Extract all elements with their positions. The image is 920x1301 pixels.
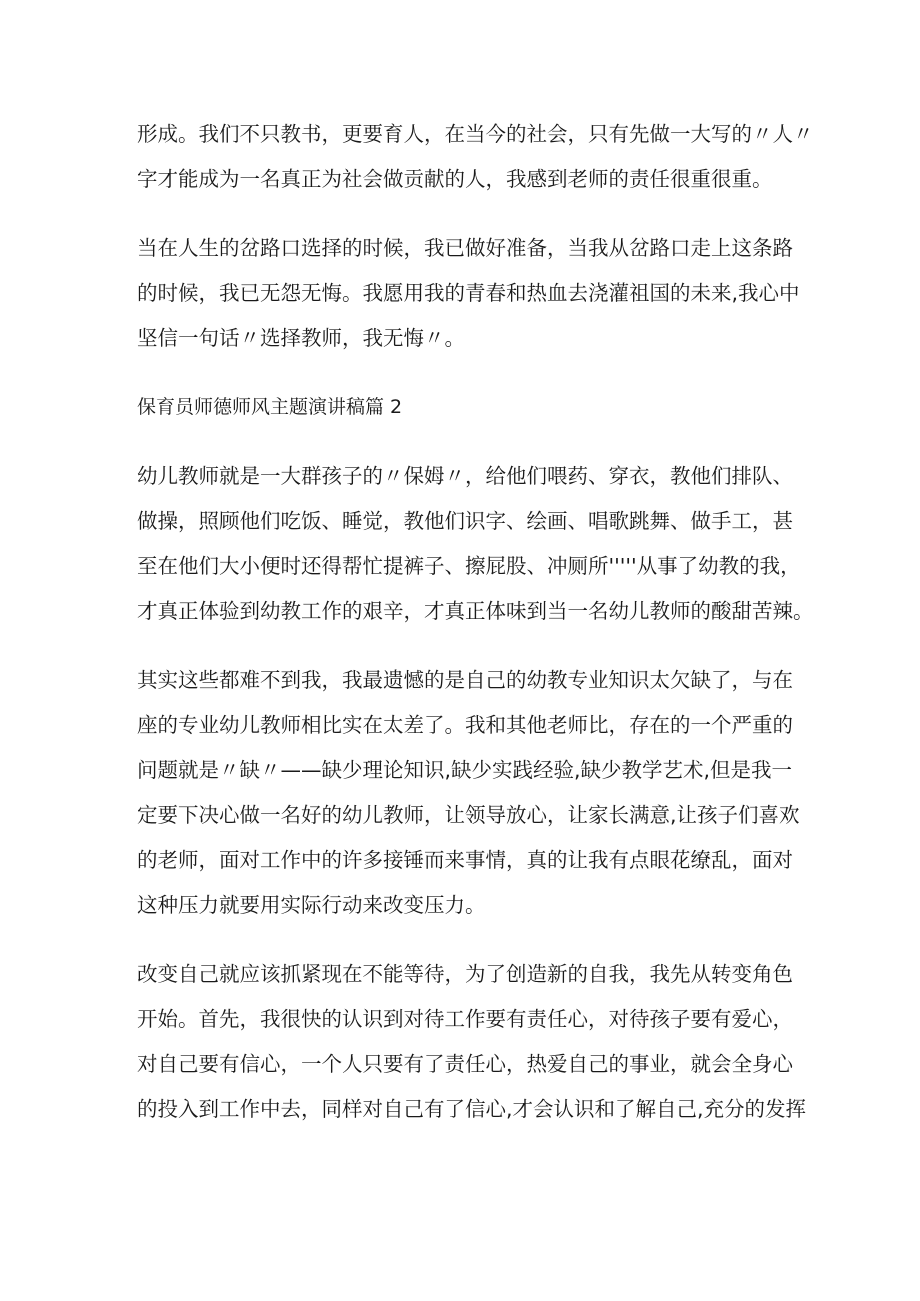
paragraph-5	[137, 952, 807, 1132]
text-line: 当在人生的岔路口选择的时候，我已做好准备，当我从岔路口走上这条路	[137, 236, 793, 260]
paragraph-4	[137, 658, 807, 928]
text-line: 这种压力就要用实际行动来改变压力。	[137, 893, 486, 917]
text-line: 对自己要有信心，一个人只要有了责任心，热爱自己的事业，就会全身心	[137, 1052, 793, 1076]
text-line: 的时候，我已无怨无悔。我愿用我的青春和热血去浇灌祖国的未来,我心中	[137, 281, 800, 305]
text-line: 做操，照顾他们吃饭、睡觉，教他们识字、绘画、唱歌跳舞、做手工，甚	[137, 509, 793, 533]
text-line: 的老师，面对工作中的许多接锤而来事情，真的让我有点眼花缭乱，面对	[137, 848, 793, 872]
text-line: 其实这些都难不到我，我最遗憾的是自己的幼教专业知识太欠缺了，与在	[137, 668, 793, 692]
text-line: 问题就是〃缺〃——缺少理论知识,缺少实践经验,缺少教学艺术,但是我一	[137, 758, 793, 782]
text-line: 的投入到工作中去，同样对自己有了信心,才会认识和了解自己,充分的发挥	[137, 1097, 807, 1121]
text-line: 形成。我们不只教书，更要育人，在当今的社会，只有先做一大写的〃人〃	[137, 122, 814, 146]
text-line: 改变自己就应该抓紧现在不能等待，为了创造新的自我，我先从转变角色	[137, 962, 793, 986]
text-line: 开始。首先，我很快的认识到对待工作要有责任心，对待孩子要有爱心，	[137, 1007, 793, 1031]
text-line: 至在他们大小便时还得帮忙提裤子、擦屁股、冲厕所'''''从事了幼教的我，	[137, 554, 801, 578]
document-body	[137, 112, 814, 1156]
paragraph-3	[137, 454, 814, 634]
section-heading: 保育员师德师风主题演讲稿篇 2	[137, 396, 403, 418]
text-line: 字才能成为一名真正为社会做贡献的人，我感到老师的责任很重很重。	[137, 167, 773, 191]
text-line: 座的专业幼儿教师相比实在太差了。我和其他老师比，存在的一个严重的	[137, 713, 793, 737]
paragraph-2	[137, 226, 807, 361]
paragraph-1	[137, 112, 814, 202]
text-line: 坚信一句话〃选择教师，我无悔〃。	[137, 326, 465, 350]
text-line: 定要下决心做一名好的幼儿教师，让领导放心，让家长满意,让孩子们喜欢	[137, 803, 800, 827]
text-line: 幼儿教师就是一大群孩子的〃保姆〃，给他们喂药、穿衣，教他们排队、	[137, 464, 793, 488]
text-line: 才真正体验到幼教工作的艰辛，才真正体味到当一名幼儿教师的酸甜苦辣。	[137, 599, 814, 623]
